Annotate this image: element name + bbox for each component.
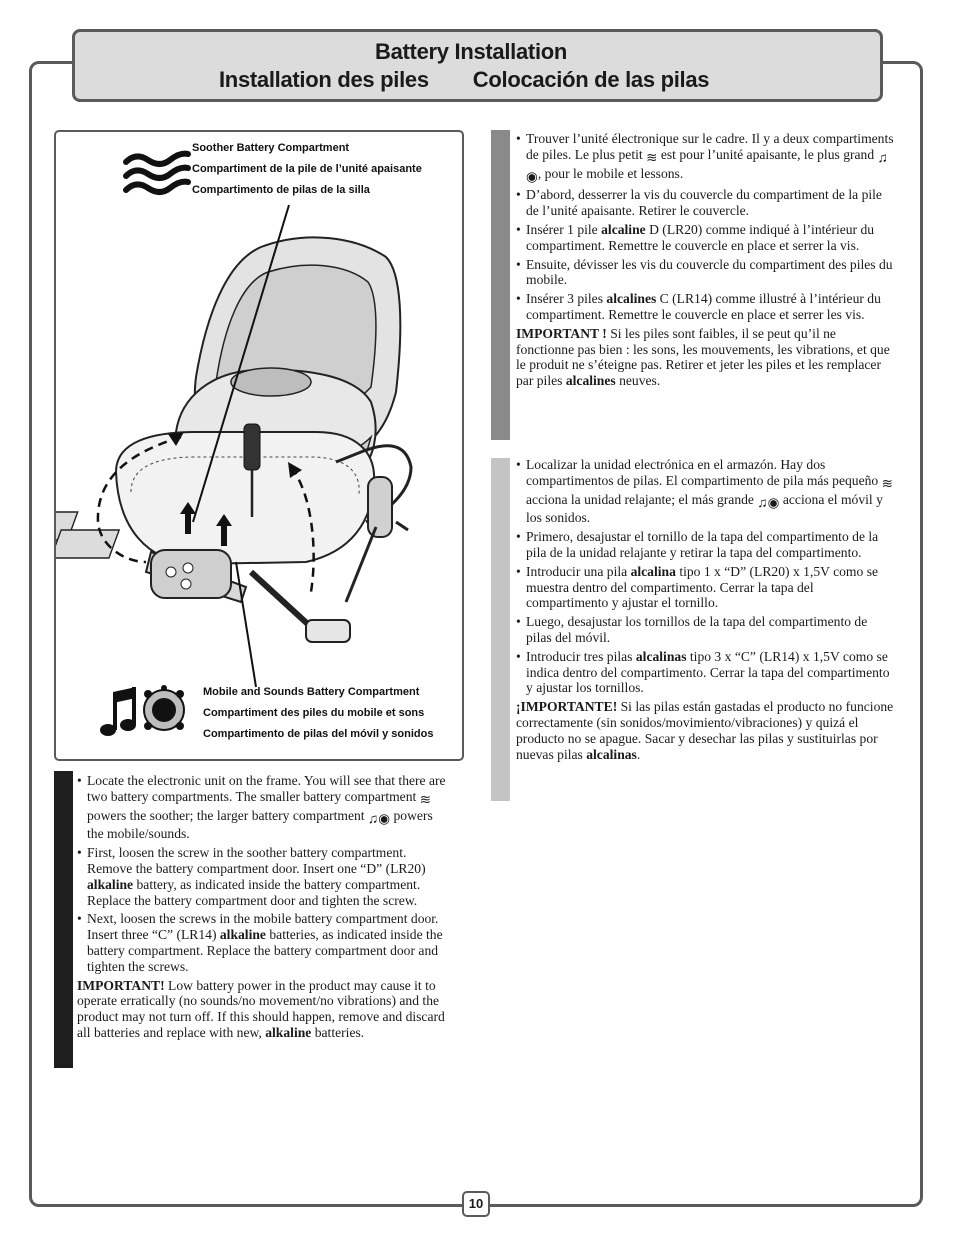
mobile-caption-fr: Compartiment des piles du mobile et sons	[203, 707, 425, 719]
english-instructions	[77, 773, 449, 1041]
title-english: Battery Installation	[375, 39, 568, 64]
music-note-icon: ♫	[757, 494, 768, 510]
french-important: IMPORTANT ! Si les piles sont faibles, il se peut qu’il ne fonctionne pas bien : les sons, les mouvements, les vibrations, et que le produit ne s’éteigne pas. Retirer et jeter les piles et les remplacer par piles alcalines neuves.	[516, 325, 890, 389]
spanish-step-2: • Primero, desajustar el tornillo de la tapa del compartimento de la pila de la unidad relajante y retirar la tapa del compartimento.	[516, 529, 896, 561]
mobile-caption-en: Mobile and Sounds Battery Compartment	[203, 686, 420, 698]
wave-icon: ≋	[881, 475, 894, 491]
french-step-3: • Insérer 1 pile alcaline D (LR20) comme indiqué à l’intérieur du compartiment. Remettre le couvercle en place et serrer la vis.	[516, 222, 896, 254]
sound-unit-icon: ◉	[526, 168, 538, 184]
title-translations	[219, 67, 709, 93]
sound-unit-icon: ◉	[767, 494, 780, 510]
mobile-caption-es: Compartimento de pilas del móvil y sonidos	[203, 728, 434, 740]
music-note-icon: ♫	[877, 149, 888, 165]
soother-caption-fr: Compartiment de la pile de l’unité apaisante	[192, 163, 422, 175]
english-step-2: • First, loosen the screw in the soother battery compartment. Remove the battery compartment door. Insert one “D” (LR20) alkaline battery, as indicated inside the battery compartment. Replace the battery compartment door and tighten the screw.	[77, 845, 449, 908]
english-section-bar	[54, 771, 73, 1068]
spanish-step-4: • Luego, desajustar los tornillos de la tapa del compartimento de pilas del móvil.	[516, 614, 896, 646]
english-step-3: • Next, loosen the screws in the mobile battery compartment door. Insert three “C” (LR14) alkaline batteries, as indicated inside the battery compartment. Replace the battery compartment door and tighten the screws.	[77, 911, 449, 974]
title-spanish: Colocación de las pilas	[472, 67, 710, 92]
illustration-panel	[54, 130, 464, 761]
spanish-section-bar	[491, 458, 510, 801]
spanish-step-1: • Localizar la unidad electrónica en el armazón. Hay dos compartimentos de pilas. El compartimento de pila más pequeño ≋ acciona la unidad relajante; el más grande ♫◉ acciona el móvil y los sonidos.	[516, 457, 896, 526]
french-step-5: • Insérer 3 piles alcalines C (LR14) comme illustré à l’intérieur du compartiment. Remettre le couvercle en place et serrer les vis.	[516, 291, 896, 323]
wave-icon	[126, 154, 188, 192]
bouncer-frame	[56, 432, 411, 642]
french-step-4: • Ensuite, dévisser les vis du couvercle du compartiment des piles du mobile.	[516, 257, 896, 289]
french-step-2: • D’abord, desserrer la vis du couvercle du compartiment de la pile de l’unité apaisante. Retirer le couvercle.	[516, 187, 896, 219]
spanish-step-3: • Introducir una pila alcalina tipo 1 x “D” (LR20) x 1,5V como se muestra dentro del compartimento. Cerrar la tapa del compartimento y ajustar el tornillo.	[516, 564, 896, 611]
wave-icon: ≋	[646, 149, 658, 165]
sound-unit-icon: ◉	[378, 810, 391, 826]
spanish-instructions	[516, 457, 896, 762]
mobile-leader-line	[236, 562, 256, 687]
music-note-icon	[100, 687, 136, 736]
french-section-bar	[491, 130, 510, 440]
english-step-1: • Locate the electronic unit on the frame. You will see that there are two battery compartments. The smaller battery compartment ≋ powers the soother; the larger battery compartment ♫◉ powers the mobile/sounds.	[77, 773, 449, 842]
sound-unit-icon	[144, 685, 184, 730]
spanish-step-5: • Introducir tres pilas alcalinas tipo 3 x “C” (LR14) x 1,5V como se indica dentro del compartimento. Cerrar la tapa del compartimento y ajustar los tornillos.	[516, 649, 896, 696]
soother-caption-en: Soother Battery Compartment	[192, 142, 350, 154]
soother-caption-es: Compartimento de pilas de la silla	[192, 184, 370, 196]
music-note-icon: ♫	[367, 810, 379, 826]
title-banner	[72, 29, 883, 102]
french-step-1: • Trouver l’unité électronique sur le cadre. Il y a deux compartiments de piles. Le plus petit ≋ est pour l’unité apaisante, le plus grand ♫◉, pour le mobile et lessons.	[516, 131, 896, 184]
spanish-important: ¡IMPORTANTE! Si las pilas están gastadas el producto no funcione correctamente (sin sonidos/movimiento/vibraciones) y quizá el producto no se apague. Sacar y desechar las pilas y sustituirlas por nuevas pilas alcalinas.	[516, 699, 894, 762]
french-instructions	[516, 131, 896, 389]
title-french: Installation des piles	[219, 67, 429, 92]
english-important: IMPORTANT! Low battery power in the product may cause it to operate erratically (no sounds/no movement/no vibrations) and the product may not turn off. If this should happen, remove and discard all batteries and replace with new, alkaline batteries.	[77, 977, 445, 1040]
bouncer-illustration	[56, 132, 466, 763]
wave-icon: ≋	[419, 791, 432, 807]
page-number: 10	[462, 1191, 490, 1217]
